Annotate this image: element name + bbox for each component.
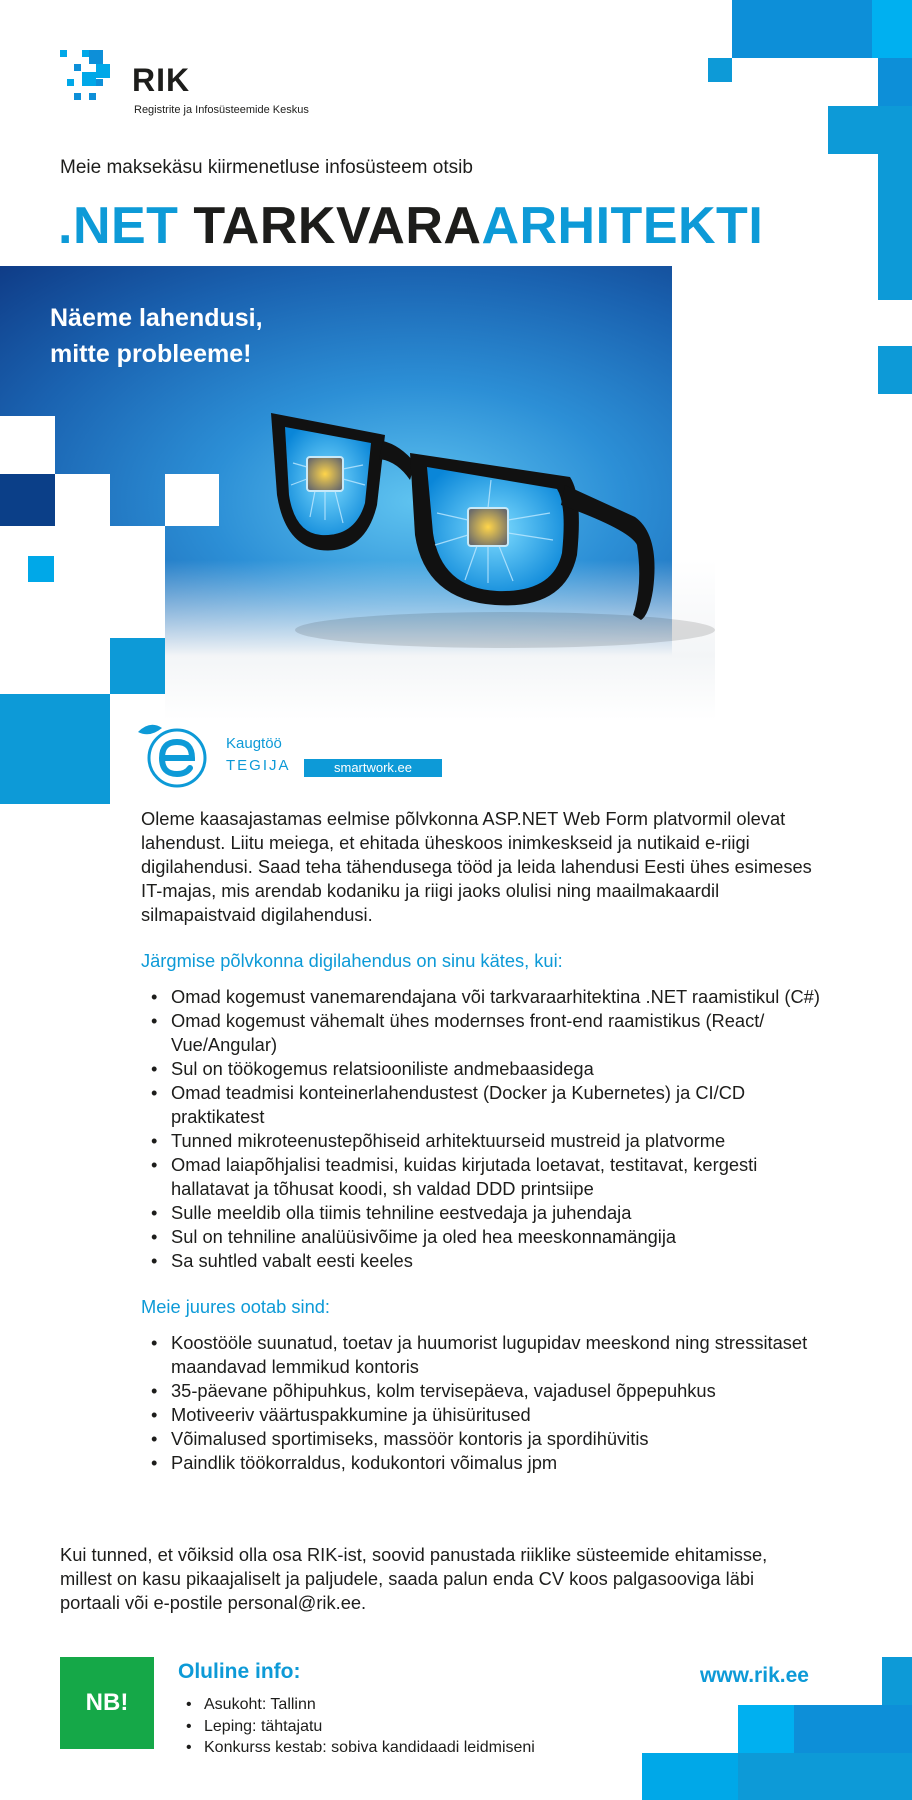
job-title bbox=[58, 196, 763, 256]
decor-square bbox=[794, 1705, 912, 1753]
list-item: • Võimalused sportimiseks, massöör kontoris ja spordihüvitis bbox=[141, 1427, 831, 1451]
decor-square bbox=[0, 474, 55, 526]
list-item: • Sa suhtled vabalt eesti keeles bbox=[141, 1249, 831, 1273]
decor-square bbox=[878, 346, 912, 394]
job-description-section bbox=[141, 807, 831, 1475]
list-item: • Omad kogemust vähemalt ühes modernses front-end raamistikus (React/ Vue/Angular) bbox=[141, 1009, 831, 1057]
list-item: • Asukoht: Tallinn bbox=[178, 1694, 535, 1716]
glasses-image bbox=[265, 405, 720, 655]
decor-square bbox=[0, 694, 110, 804]
title-part3: ARHITEKTI bbox=[481, 197, 764, 255]
list-item: • 35-päevane põhipuhkus, kolm tervisepäeva, vajadusel õppepuhkus bbox=[141, 1379, 831, 1403]
brand-name: RIK bbox=[132, 62, 191, 98]
list-item: • Koostööle suunatud, toetav ja huumorist lugupidav meeskond ning stressitaset maandavad lemmikud kontoris bbox=[141, 1331, 831, 1379]
badge-word1: Kaugtöö bbox=[226, 735, 282, 752]
decor-square bbox=[110, 638, 165, 694]
list-item: • Omad teadmisi konteinerlahendustest (Docker ja Kubernetes) ja CI/CD praktikatest bbox=[141, 1081, 831, 1129]
decor-square bbox=[708, 58, 732, 82]
list-item: • Sul on tehniline analüüsivõime ja oled hea meeskonnamängija bbox=[141, 1225, 831, 1249]
decor-square bbox=[0, 416, 55, 474]
kaugtoo-e-icon bbox=[132, 720, 218, 792]
info-section bbox=[178, 1694, 535, 1759]
slogan-line: Näeme lahendusi, bbox=[50, 304, 263, 332]
list-item: • Paindlik töökorraldus, kodukontori võimalus jpm bbox=[141, 1451, 831, 1475]
badge-word2: TEGIJA bbox=[226, 757, 291, 774]
nb-badge: NB! bbox=[60, 1657, 154, 1749]
list-item: • Leping: tähtajatu bbox=[178, 1716, 535, 1738]
decor-square bbox=[738, 1753, 912, 1800]
requirements-list bbox=[141, 985, 831, 1273]
title-part2: TARKVARA bbox=[193, 197, 482, 255]
decor-square bbox=[738, 1705, 794, 1753]
website-link[interactable]: www.rik.ee bbox=[700, 1664, 809, 1687]
decor-square bbox=[732, 0, 872, 58]
decor-square bbox=[878, 154, 912, 300]
offer-heading: Meie juures ootab sind: bbox=[141, 1296, 331, 1317]
badge-site: smartwork.ee bbox=[304, 759, 442, 777]
list-item: • Konkurss kestab: sobiva kandidaadi leidmiseni bbox=[178, 1737, 535, 1759]
decor-square bbox=[28, 556, 54, 582]
brand-subtitle: Registrite ja Infosüsteemide Keskus bbox=[134, 104, 309, 116]
info-list bbox=[178, 1694, 535, 1759]
decor-square bbox=[872, 0, 912, 58]
list-item: • Sul on töökogemus relatsiooniliste andmebaasidega bbox=[141, 1057, 831, 1081]
rik-logo-icon bbox=[60, 50, 124, 114]
decor-square bbox=[165, 474, 219, 526]
hero-slogan bbox=[50, 300, 263, 372]
intro-text: Meie maksekäsu kiirmenetluse infosüsteem otsib bbox=[60, 157, 473, 178]
decor-square bbox=[878, 58, 912, 106]
list-item: • Omad kogemust vanemarendajana või tarkvaraarhitektina .NET raamistikul (C#) bbox=[141, 985, 831, 1009]
closing-text: Kui tunned, et võiksid olla osa RIK-ist, soovid panustada riiklike süsteemide ehitamisse, millest on kasu pikaajaliselt ja paljudele, saada palun enda CV koos palgasooviga läbi portaali või e-postile personal@rik.ee. bbox=[60, 1544, 768, 1613]
list-item: • Tunned mikroteenustepõhiseid arhitektuurseid mustreid ja platvorme bbox=[141, 1129, 831, 1153]
list-item: • Sulle meeldib olla tiimis tehniline eestvedaja ja juhendaja bbox=[141, 1201, 831, 1225]
description-text: Oleme kaasajastamas eelmise põlvkonna ASP.NET Web Form platvormil olevat lahendust. Liitu meiega, et ehitada üheskoos inimkeskseid ja nutikaid e-riigi digilahendusi. Saad teha tähendusega tööd ja leida lahendusi Eesti ühes esimeses IT-majas, mis arendab kodaniku ja riigi jaoks olulisi ning maailmakaardil silmapaistvaid digilahendusi. bbox=[141, 808, 812, 925]
list-item: • Motiveeriv väärtuspakkumine ja ühisüritused bbox=[141, 1403, 831, 1427]
slogan-line: mitte probleeme! bbox=[50, 340, 252, 368]
decor-square bbox=[828, 106, 912, 154]
info-title: Oluline info: bbox=[178, 1660, 301, 1683]
requirements-heading: Järgmise põlvkonna digilahendus on sinu kätes, kui: bbox=[141, 950, 563, 971]
list-item: • Omad laiapõhjalisi teadmisi, kuidas kirjutada loetavat, testitavat, kergesti hallatavat ja tõhusat koodi, sh valdad DDD printsiipe bbox=[141, 1153, 831, 1201]
offer-list bbox=[141, 1331, 831, 1475]
decor-square bbox=[55, 474, 110, 526]
decor-square bbox=[882, 1657, 912, 1705]
title-part1: .NET bbox=[58, 197, 194, 255]
